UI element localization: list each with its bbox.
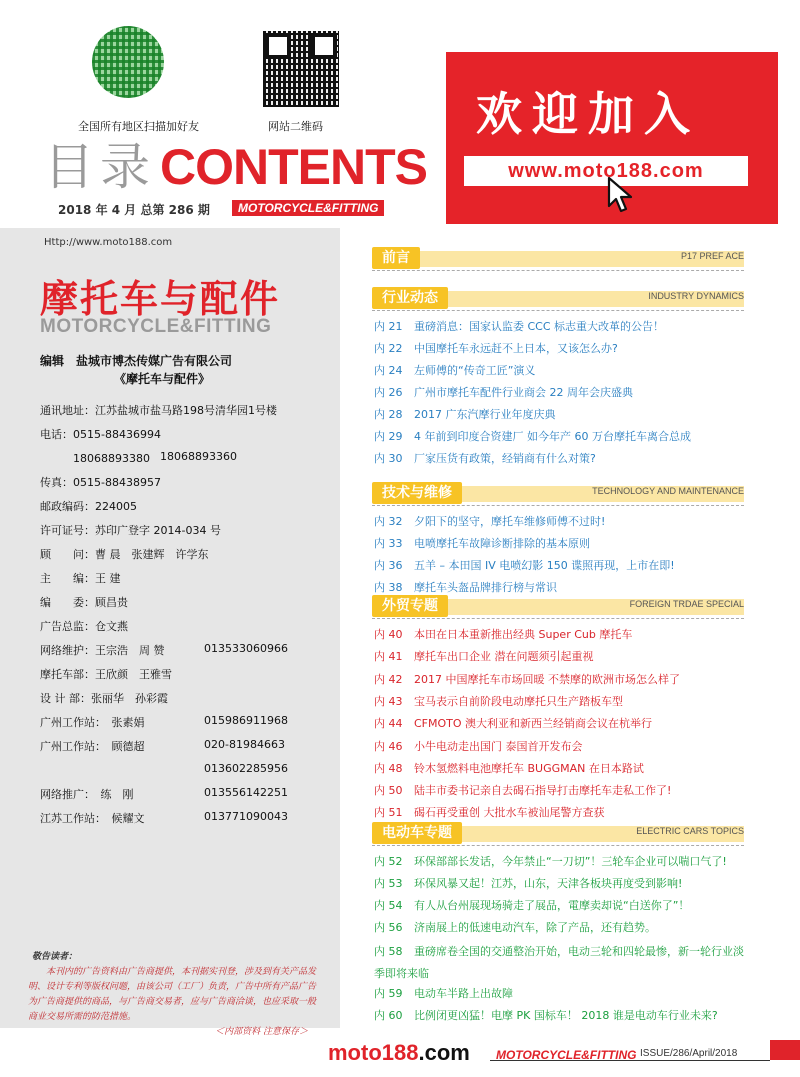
section-en-label: ELECTRIC CARS TOPICS bbox=[636, 826, 744, 836]
footer-url[interactable] bbox=[328, 1040, 470, 1066]
masthead-row bbox=[40, 570, 121, 586]
toc-entry[interactable] bbox=[374, 804, 774, 820]
toc-page-number: 内 30 bbox=[374, 452, 403, 465]
masthead-row bbox=[40, 738, 285, 754]
section-en-label: TECHNOLOGY AND MAINTENANCE bbox=[592, 486, 744, 496]
toc-title: 本田在日本重新推出经典 Super Cub 摩托车 bbox=[414, 628, 633, 641]
toc-entry[interactable] bbox=[374, 579, 774, 595]
footer-red-bar bbox=[770, 1040, 800, 1060]
toc-title: 摩托车出口企业 潜在问题须引起重视 bbox=[414, 650, 594, 664]
masthead-row bbox=[40, 642, 288, 658]
masthead-row-label: 广告总监：仓文燕 bbox=[40, 620, 128, 633]
toc-page-number: 内 44 bbox=[374, 717, 403, 731]
section-divider bbox=[372, 310, 744, 311]
section-en-label: P17 PREF ACE bbox=[680, 251, 744, 261]
toc-title: 重磅席卷全国的交通整治开始，电动三轮和四轮最惨，新一轮行业淡季即将来临 bbox=[374, 945, 744, 980]
page-title-cn: 目录 bbox=[44, 138, 156, 196]
toc-title: 宝马表示自前阶段电动摩托只生产踏板车型 bbox=[414, 694, 623, 708]
toc-title: 环保部部长发话，今年禁止“一刀切”！三轮车企业可以喘口气了! bbox=[414, 855, 727, 868]
masthead-row-label: 传真：0515-88438957 bbox=[40, 476, 161, 489]
toc-entry[interactable] bbox=[374, 853, 774, 869]
masthead-row-label: 广州工作站： 张素娟 bbox=[40, 716, 145, 729]
toc-page-number: 内 29 bbox=[374, 430, 403, 443]
toc-entry[interactable] bbox=[374, 760, 774, 776]
masthead-row bbox=[40, 786, 288, 802]
toc-title: 环保风暴又起！江苏，山东，天津各板块再度受到影响! bbox=[414, 877, 683, 890]
masthead-row bbox=[40, 522, 221, 538]
toc-entry[interactable] bbox=[374, 340, 774, 356]
toc-title: 夕阳下的坚守，摩托车维修师傅不过时! bbox=[414, 515, 606, 528]
masthead-row-value: 18068893360 bbox=[160, 450, 237, 463]
masthead-row-label: 编 委：顾昌贵 bbox=[40, 596, 128, 609]
masthead-row bbox=[40, 426, 161, 442]
section-2 bbox=[372, 595, 744, 617]
masthead-row-label: 网络维护：王宗浩 周 赞 bbox=[40, 644, 165, 657]
toc-page-number: 内 24 bbox=[374, 364, 403, 377]
section-en-label: INDUSTRY DYNAMICS bbox=[648, 291, 744, 301]
masthead-row bbox=[40, 402, 277, 418]
section-tab[interactable]: 电动车专题 bbox=[372, 822, 462, 844]
join-url-link[interactable]: www.moto188.com bbox=[464, 156, 748, 186]
toc-entry[interactable] bbox=[374, 738, 774, 754]
toc-entry[interactable] bbox=[374, 362, 774, 378]
toc-title: 4 年前到印度合资建厂 如今年产 60 万台摩托车离合总成 bbox=[414, 430, 691, 443]
section-tab[interactable]: 技术与维修 bbox=[372, 482, 462, 504]
issue-line: 2018 年 4 月 总第 286 期 bbox=[58, 203, 210, 217]
toc-page-number: 内 28 bbox=[374, 408, 403, 421]
masthead-row-label: 许可证号：苏印广登字 2014-034 号 bbox=[40, 524, 221, 537]
masthead-row bbox=[40, 714, 288, 730]
masthead-row-value: 013556142251 bbox=[204, 786, 288, 799]
masthead-row-value: 013533060966 bbox=[204, 642, 288, 655]
toc-title: 2017 广东汽摩行业年度庆典 bbox=[414, 408, 556, 421]
section-1 bbox=[372, 482, 744, 504]
toc-page-number: 内 54 bbox=[374, 899, 403, 912]
page-title-en: CONTENTS bbox=[160, 139, 427, 195]
masthead-sidebar bbox=[0, 228, 340, 1037]
toc-title: 有人从台州展现场骑走了展品，電摩卖却说“白送你了”！ bbox=[414, 899, 690, 912]
toc-entry[interactable] bbox=[374, 535, 774, 551]
toc-page-number: 内 40 bbox=[374, 628, 403, 641]
toc-title: 重磅消息：国家认监委 CCC 标志重大改革的公告！ bbox=[414, 320, 665, 333]
toc-entry[interactable] bbox=[374, 318, 774, 334]
toc-page-number: 内 26 bbox=[374, 386, 403, 399]
toc-page-number: 内 51 bbox=[374, 806, 403, 820]
toc-page-number: 内 33 bbox=[374, 537, 403, 550]
toc-title: 中国摩托车永远赶不上日本，又该怎么办? bbox=[414, 342, 618, 355]
section-divider bbox=[372, 618, 744, 619]
wechat-qr-code[interactable] bbox=[92, 26, 164, 98]
masthead-row-label: 顾 问：曹 晨 张建辉 许学东 bbox=[40, 548, 209, 561]
masthead-row-label: 江苏工作站： 候耀文 bbox=[40, 812, 145, 825]
masthead-row bbox=[40, 546, 209, 562]
toc-entry[interactable] bbox=[374, 941, 754, 985]
reader-notice bbox=[28, 950, 318, 1040]
toc-entry[interactable] bbox=[374, 985, 774, 1001]
footer-rule bbox=[490, 1060, 770, 1061]
toc-entry[interactable] bbox=[374, 919, 774, 935]
toc-title: 左师傅的“传奇工匠”演义 bbox=[414, 364, 536, 377]
toc-title: 陆丰市委书记亲自去碣石指导打击摩托车走私工作了! bbox=[414, 784, 672, 798]
toc-entry[interactable] bbox=[374, 626, 774, 642]
masthead-row-label: 邮政编码：224005 bbox=[40, 500, 137, 513]
notice-body: 本刊内的广告资料由广告商提供，本刊据实刊登，涉及到有关产品发明、设计专利等版权问题，由该公司（工厂）负责，广告中所有产品广告为广告商提供的商品，与广告商交易者，应与广告商洽谈，也应采取一般商业交易所需的防范措施。 bbox=[28, 967, 317, 1022]
toc-page-number: 内 21 bbox=[374, 320, 403, 333]
toc-page-number: 内 32 bbox=[374, 515, 403, 528]
toc-title: 铃木氢燃料电池摩托车 BUGGMAN 在日本路试 bbox=[414, 761, 644, 775]
masthead-row-label: 设 计 部：张丽华 孙彩霞 bbox=[40, 692, 168, 705]
toc-title: 摩托车头盔品牌排行榜与常识 bbox=[414, 581, 557, 594]
toc-entry[interactable] bbox=[374, 715, 774, 731]
site-qr-code[interactable] bbox=[260, 28, 342, 110]
toc-title: 小牛电动走出国门 泰国首开发布会 bbox=[414, 739, 583, 753]
toc-title: 济南展上的低速电动汽车，除了产品，还有趋势。 bbox=[414, 921, 656, 934]
masthead-row bbox=[40, 450, 237, 466]
toc-entry[interactable] bbox=[374, 428, 774, 444]
brand-name-cn: 摩托车与配件 bbox=[40, 277, 281, 321]
section-3 bbox=[372, 822, 744, 844]
toc-title: 厂家压货有政策，经销商有什么对策? bbox=[414, 452, 596, 465]
section-tab[interactable]: 行业动态 bbox=[372, 287, 448, 309]
masthead-row-label: 主 编：王 建 bbox=[40, 572, 121, 585]
masthead-row-label: 网络推广： 练 刚 bbox=[40, 788, 134, 801]
toc-title: CFMOTO 澳大利亚和新西兰经销商会议在杭举行 bbox=[414, 717, 653, 731]
footer-issue: ISSUE/286/April/2018 bbox=[640, 1048, 738, 1059]
masthead-row-value: 013602285956 bbox=[204, 762, 288, 775]
toc-entry[interactable] bbox=[374, 897, 774, 913]
toc-page-number: 内 56 bbox=[374, 921, 403, 934]
toc-entry[interactable] bbox=[374, 671, 774, 687]
toc-entry[interactable] bbox=[374, 648, 774, 664]
section-tab[interactable]: 外贸专题 bbox=[372, 595, 448, 617]
section-0 bbox=[372, 287, 744, 309]
toc-entry[interactable] bbox=[374, 782, 774, 798]
toc-entry[interactable] bbox=[374, 406, 774, 422]
toc-page-number: 内 50 bbox=[374, 784, 403, 798]
masthead-row-label: 电话：0515-88436994 bbox=[40, 428, 161, 441]
wechat-qr-caption: 全国所有地区扫描加好友 bbox=[78, 120, 199, 133]
toc-entry[interactable] bbox=[374, 557, 774, 573]
section-tab[interactable]: 前言 bbox=[372, 247, 420, 269]
notice-title: 敬告读者： bbox=[32, 952, 78, 962]
site-qr-caption: 网站二维码 bbox=[268, 120, 323, 133]
toc-entry[interactable] bbox=[374, 513, 774, 529]
masthead-row bbox=[40, 498, 137, 514]
section-preface bbox=[372, 247, 744, 269]
masthead-row bbox=[40, 810, 288, 826]
cursor-arrow-icon bbox=[606, 176, 636, 214]
toc-title: 碣石再受重创 大批水车被汕尾警方查获 bbox=[414, 806, 605, 820]
masthead-row bbox=[40, 666, 172, 682]
toc-title: 2017 中国摩托车市场回暖 不禁摩的欧洲市场怎么样了 bbox=[414, 672, 680, 686]
masthead-row bbox=[40, 474, 161, 490]
footer-magazine: MOTORCYCLE&FITTING bbox=[496, 1048, 637, 1062]
toc-page-number: 内 38 bbox=[374, 581, 403, 594]
masthead-row bbox=[40, 618, 128, 634]
toc-page-number: 内 48 bbox=[374, 761, 403, 775]
editor-subline: 《摩托车与配件》 bbox=[114, 372, 211, 386]
footer-url-tld: .com bbox=[418, 1040, 470, 1065]
toc-entry[interactable] bbox=[374, 875, 774, 891]
masthead-row-label: 通讯地址：江苏盐城市盐马路198号清华园1号楼 bbox=[40, 404, 277, 417]
toc-title: 电动车半路上出故障 bbox=[414, 987, 513, 1000]
toc-title: 五羊 – 本田国 IV 电喷幻影 150 谍照再现，上市在即! bbox=[414, 559, 675, 572]
toc-page-number: 内 46 bbox=[374, 739, 403, 753]
magazine-tag: MOTORCYCLE&FITTING bbox=[232, 200, 384, 216]
editor-line: 编辑 盐城市博杰传媒广告有限公司 bbox=[40, 354, 233, 368]
masthead-row-label: 18068893380 bbox=[40, 452, 150, 465]
toc-entry[interactable] bbox=[374, 450, 774, 466]
join-promo-box[interactable] bbox=[446, 52, 778, 224]
toc-page-number: 内 42 bbox=[374, 672, 403, 686]
toc-title: 比例闭更凶猛！电摩 PK 国标车！ 2018 谁是电动车行业未来? bbox=[414, 1009, 718, 1022]
masthead-row bbox=[40, 594, 128, 610]
toc-page-number: 内 58 bbox=[374, 945, 403, 958]
masthead-row-label: 广州工作站： 顾德超 bbox=[40, 740, 145, 753]
section-divider bbox=[372, 845, 744, 846]
masthead-row-label: 摩托车部：王欣颜 王雅雪 bbox=[40, 668, 172, 681]
toc-page-number: 内 53 bbox=[374, 877, 403, 890]
toc-title: 广州市摩托车配件行业商会 22 周年会庆盛典 bbox=[414, 386, 633, 399]
toc-page-number: 内 43 bbox=[374, 694, 403, 708]
toc-page-number: 内 41 bbox=[374, 650, 403, 664]
toc-page-number: 内 36 bbox=[374, 559, 403, 572]
toc-page-number: 内 22 bbox=[374, 342, 403, 355]
masthead-row-value: 020-81984663 bbox=[204, 738, 285, 751]
toc-page-number: 内 60 bbox=[374, 1009, 403, 1022]
brand-name-en: MOTORCYCLE&FITTING bbox=[40, 316, 272, 337]
footer-url-main: moto188 bbox=[328, 1040, 419, 1065]
masthead-row-value: 013771090043 bbox=[204, 810, 288, 823]
join-title: 欢迎加入 bbox=[476, 87, 700, 141]
notice-footer: ＜内部资料 注意保存＞ bbox=[215, 1027, 308, 1037]
masthead-row-value: 015986911968 bbox=[204, 714, 288, 727]
section-divider bbox=[372, 270, 744, 271]
toc-title: 电喷摩托车故障诊断排除的基本原则 bbox=[414, 537, 590, 550]
toc-entry[interactable] bbox=[374, 384, 774, 400]
sidebar-url[interactable]: Http://www.moto188.com bbox=[44, 237, 173, 248]
masthead-row bbox=[40, 690, 168, 706]
section-divider bbox=[372, 505, 744, 506]
toc-page-number: 内 52 bbox=[374, 855, 403, 868]
toc-page-number: 内 59 bbox=[374, 987, 403, 1000]
toc-entry[interactable] bbox=[374, 1007, 774, 1023]
section-en-label: FOREIGN TRDAE SPECIAL bbox=[629, 599, 744, 609]
toc-entry[interactable] bbox=[374, 693, 774, 709]
